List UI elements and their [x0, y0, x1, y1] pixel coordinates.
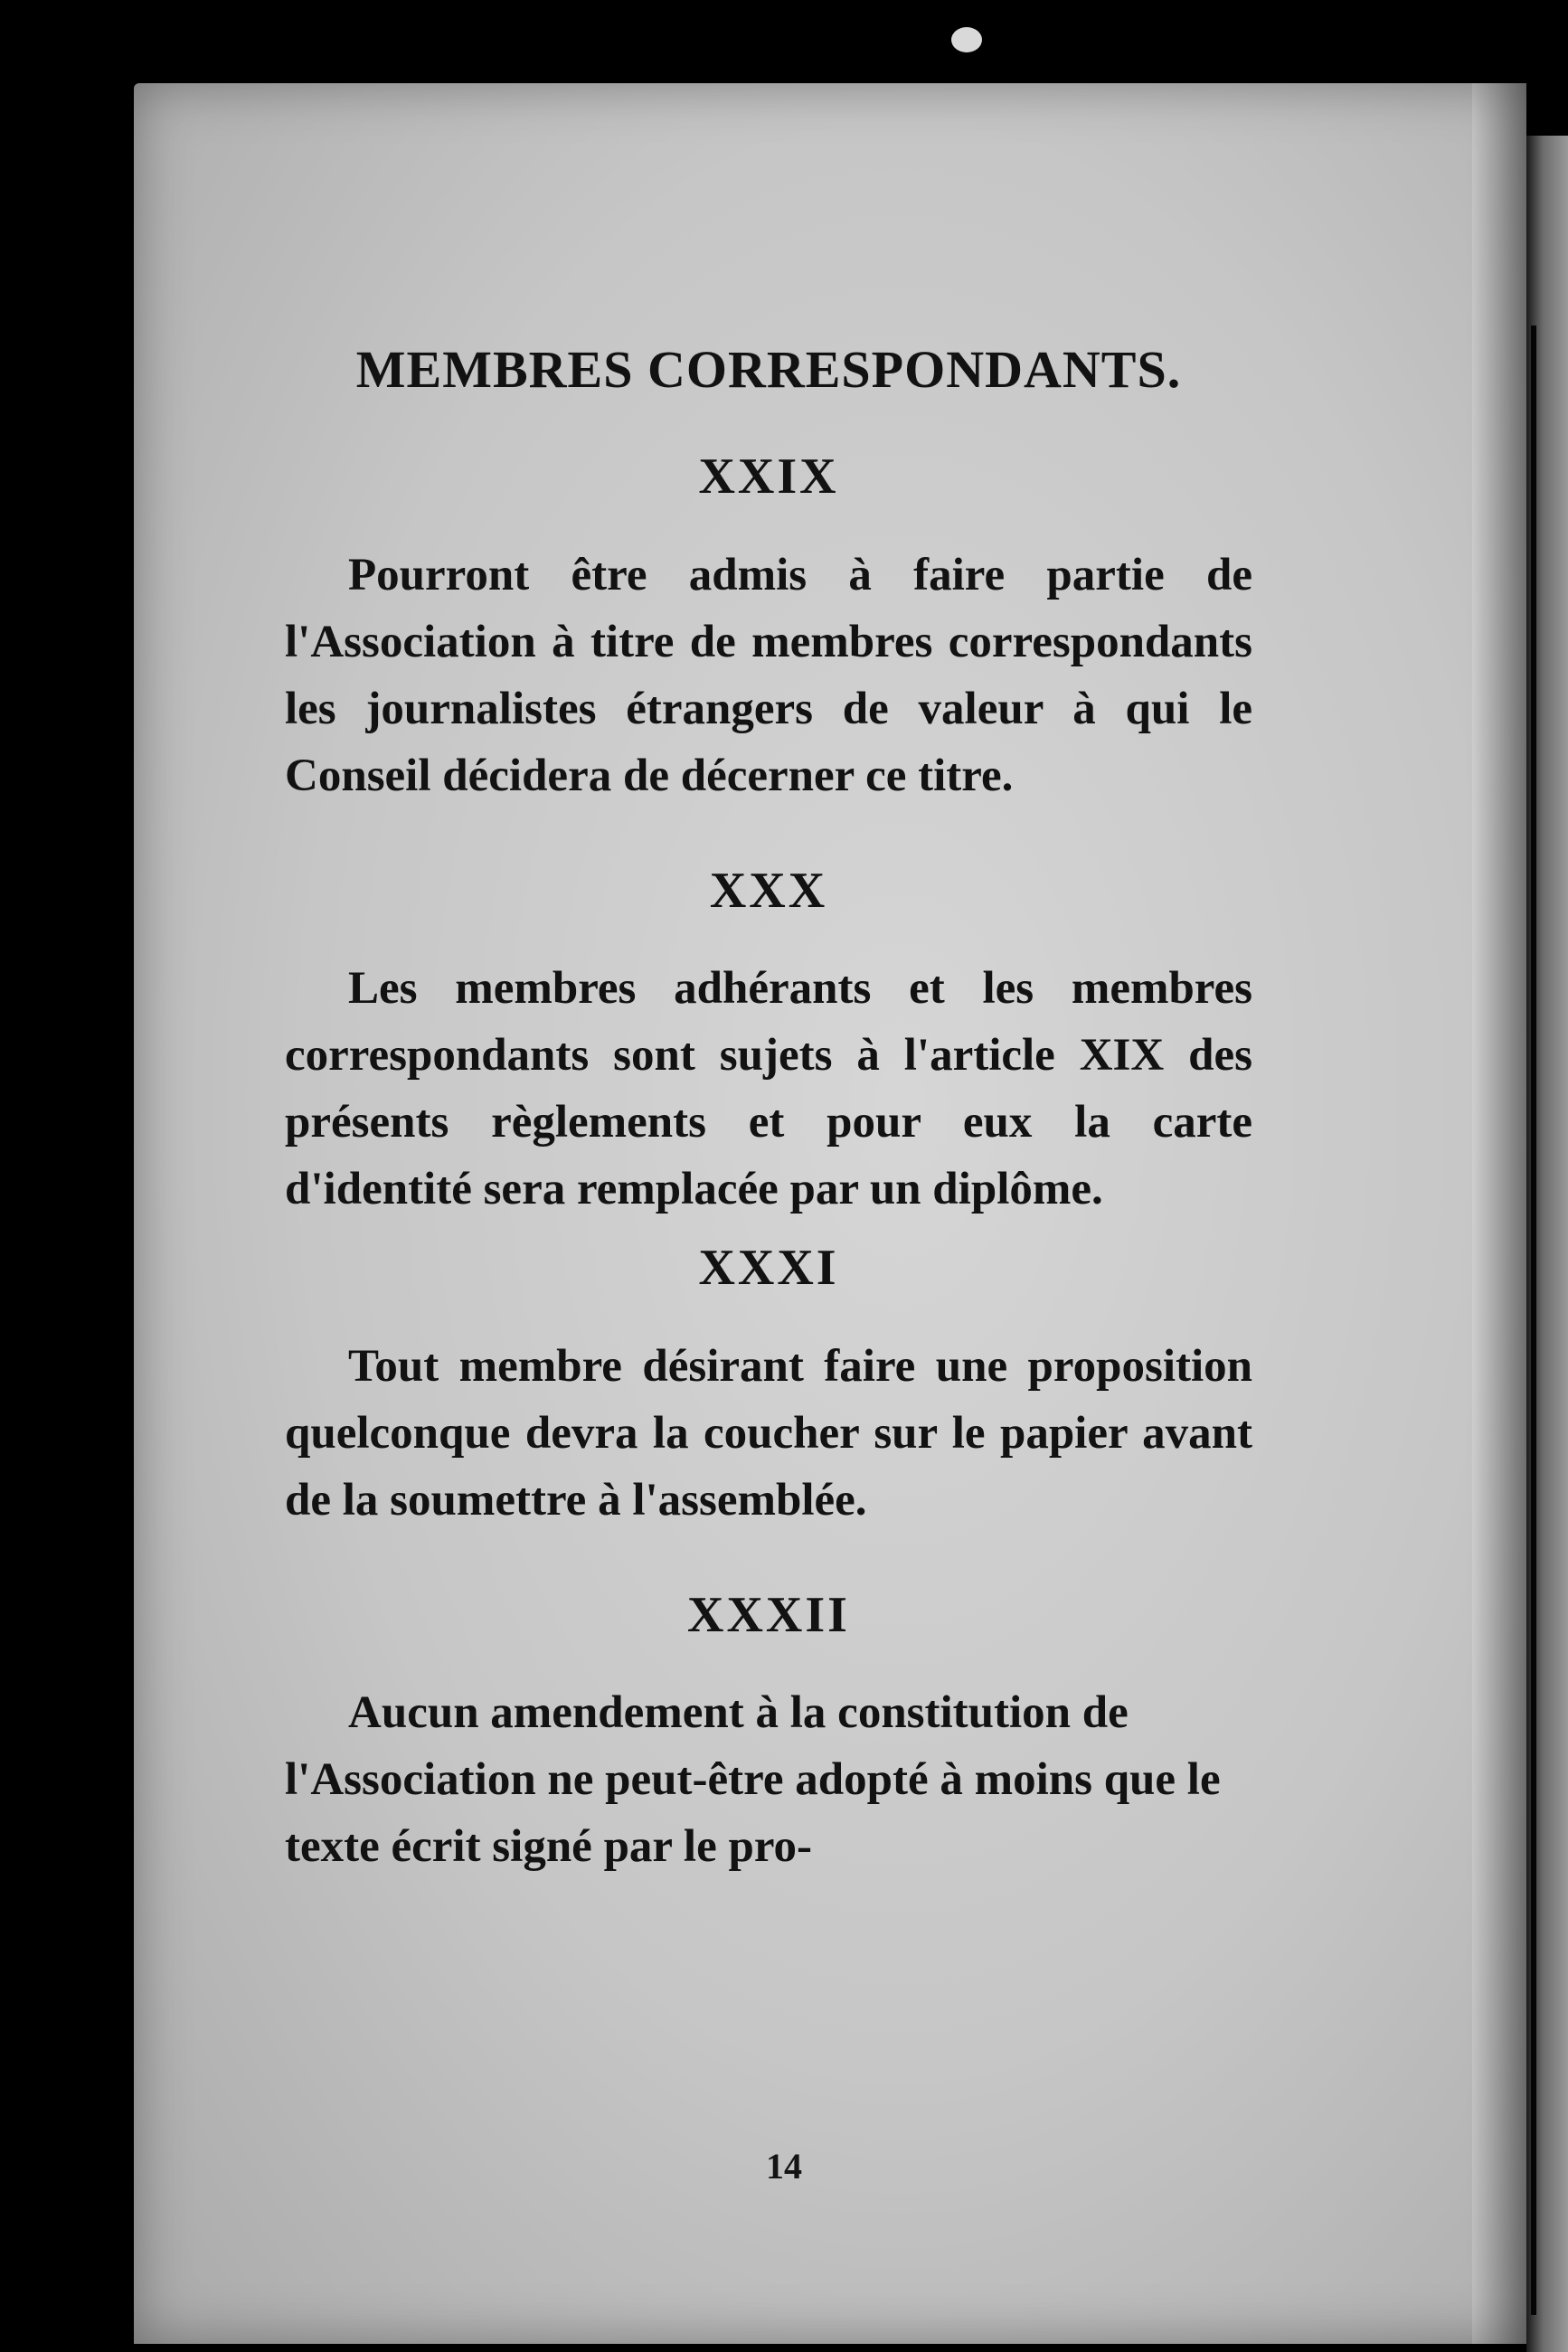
- article-numeral: XXXII: [687, 1586, 850, 1643]
- article-text: Pourront être admis à faire partie de l'Association à titre de membres correspondants les journalistes étrangers de valeur à qui le Conseil décidera de décerner ce titre.: [285, 549, 1252, 801]
- article-30: [285, 864, 1252, 1223]
- article-numeral: XXX: [709, 862, 828, 919]
- article-numeral: XXXI: [698, 1240, 839, 1297]
- page-content: [285, 339, 1252, 1934]
- page-gutter-line: [1531, 326, 1536, 2315]
- article-32: [285, 1588, 1252, 1881]
- article-text: Tout membre désirant faire une proposition quelconque devra la coucher sur le papier avant de la soumettre à l'assemblée.: [285, 1340, 1252, 1525]
- article-29: [285, 449, 1252, 809]
- article-text: Les membres adhérants et les membres correspondants sont sujets à l'article XIX des présents règlements et pour eux la carte d'identité sera remplacée par un diplôme.: [285, 963, 1252, 1215]
- scan-artifact: [951, 27, 982, 52]
- section-heading: MEMBRES CORRESPONDANTS.: [355, 340, 1182, 399]
- article-text: Aucun amendement à la constitution de l'Association ne peut-être adopté à moins que le texte écrit signé par le pro-: [285, 1687, 1221, 1873]
- article-numeral: XXIX: [698, 449, 839, 505]
- page-number: 14: [766, 2146, 802, 2187]
- article-31: [285, 1241, 1252, 1534]
- page-shading: [1472, 83, 1526, 2344]
